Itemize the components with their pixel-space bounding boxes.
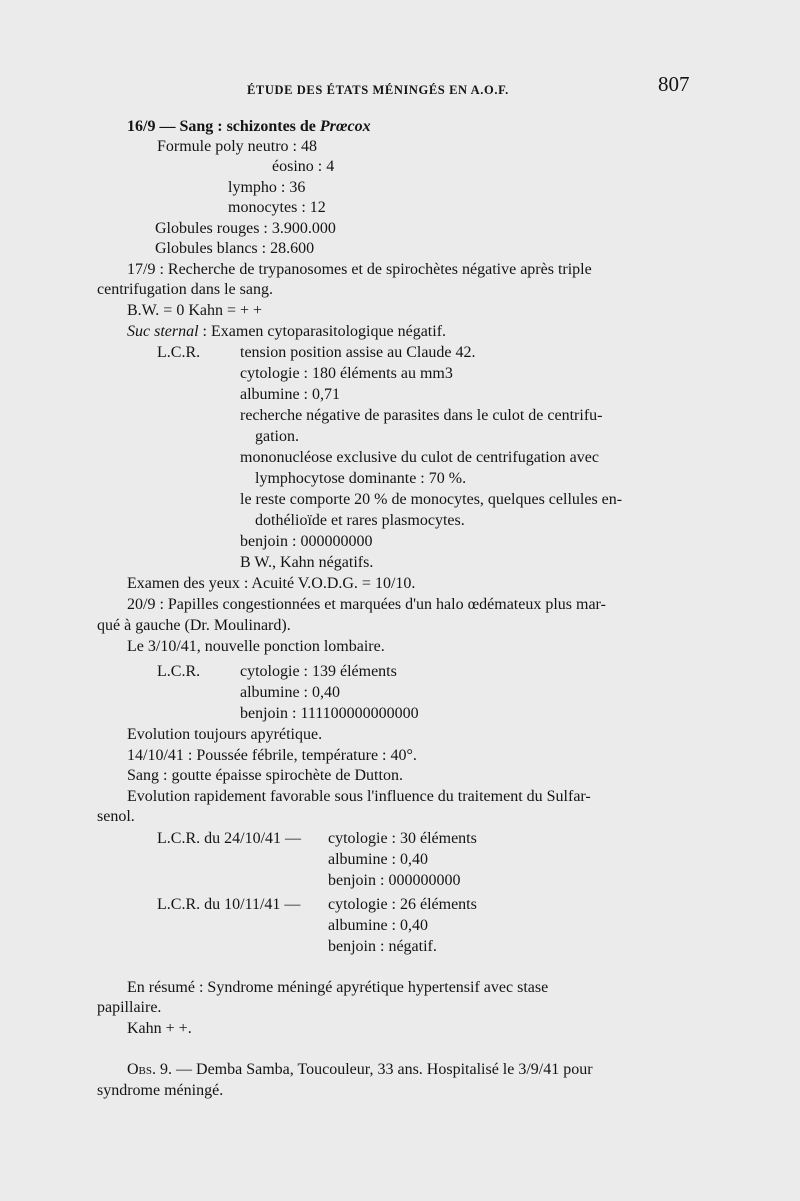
- text-line-label: L.C.R.: [157, 344, 201, 361]
- text-line: En résumé : Syndrome méningé apyrétique hypertensif avec stase: [127, 979, 549, 996]
- text-line: benjoin : 000000000: [240, 533, 373, 550]
- text-line: Kahn + +.: [127, 1020, 192, 1037]
- text-line: papillaire.: [97, 999, 162, 1016]
- text-line: albumine : 0,40: [328, 851, 428, 868]
- text-line: cytologie : 26 éléments: [328, 896, 477, 913]
- text-line: lympho : 36: [228, 179, 306, 196]
- text-line: lymphocytose dominante : 70 %.: [255, 470, 467, 487]
- text-line: albumine : 0,40: [328, 917, 428, 934]
- text-line: Obs. 9. — Demba Samba, Toucouleur, 33 ans. Hospitalisé le 3/9/41 pour: [127, 1061, 593, 1078]
- text-line: albumine : 0,71: [240, 386, 340, 403]
- text-line: Examen des yeux : Acuité V.O.D.G. = 10/10.: [127, 575, 416, 592]
- text-line: recherche négative de parasites dans le culot de centrifu-: [240, 407, 603, 424]
- text-line: cytologie : 30 éléments: [328, 830, 477, 847]
- text-line-label: L.C.R. du 10/11/41 —: [157, 896, 301, 913]
- text-line: monocytes : 12: [228, 199, 326, 216]
- text-line: 17/9 : Recherche de trypanosomes et de spirochètes négative après triple: [127, 261, 592, 278]
- text-line: gation.: [255, 428, 299, 445]
- text-line: tension position assise au Claude 42.: [240, 344, 476, 361]
- text-line: B W., Kahn négatifs.: [240, 554, 374, 571]
- text-line: le reste comporte 20 % de monocytes, quelques cellules en-: [240, 491, 623, 508]
- text-line: 20/9 : Papilles congestionnées et marquées d'un halo œdémateux plus mar-: [127, 596, 606, 613]
- text-line-label: L.C.R. du 24/10/41 —: [157, 830, 302, 847]
- text-line: senol.: [97, 808, 135, 825]
- text-line: dothélioïde et rares plasmocytes.: [255, 512, 465, 529]
- text-line: benjoin : 000000000: [328, 872, 461, 889]
- text-line: benjoin : 111100000000000: [240, 705, 419, 722]
- text-line: Evolution rapidement favorable sous l'influence du traitement du Sulfar-: [127, 788, 591, 805]
- text-line: Suc sternal : Examen cytoparasitologique négatif.: [127, 323, 447, 340]
- text-line: Globules blancs : 28.600: [155, 240, 315, 257]
- text-line: cytologie : 180 éléments au mm3: [240, 365, 453, 382]
- text-line: Formule poly neutro : 48: [157, 138, 317, 155]
- text-line-label: L.C.R.: [157, 663, 201, 680]
- text-line: Le 3/10/41, nouvelle ponction lombaire.: [127, 638, 385, 655]
- text-line: mononucléose exclusive du culot de centrifugation avec: [240, 449, 599, 466]
- text-line: Globules rouges : 3.900.000: [155, 220, 336, 237]
- text-line: albumine : 0,40: [240, 684, 340, 701]
- text-line: éosino : 4: [272, 158, 335, 175]
- text-line: qué à gauche (Dr. Moulinard).: [97, 617, 291, 634]
- page-number: 807: [658, 72, 690, 96]
- text-line: benjoin : négatif.: [328, 938, 437, 955]
- text-line: Sang : goutte épaisse spirochète de Dutton.: [127, 767, 403, 784]
- running-header: ÉTUDE DES ÉTATS MÉNINGÉS EN A.O.F.: [247, 83, 509, 97]
- text-line: cytologie : 139 éléments: [240, 663, 397, 680]
- text-line: 14/10/41 : Poussée fébrile, température : 40°.: [127, 747, 417, 764]
- text-line: 16/9 — Sang : schizontes de Prœcox: [127, 118, 371, 135]
- text-line: B.W. = 0 Kahn = + +: [127, 302, 263, 319]
- text-line: Evolution toujours apyrétique.: [127, 726, 323, 743]
- text-line: syndrome méningé.: [97, 1082, 224, 1099]
- text-line: centrifugation dans le sang.: [97, 281, 273, 298]
